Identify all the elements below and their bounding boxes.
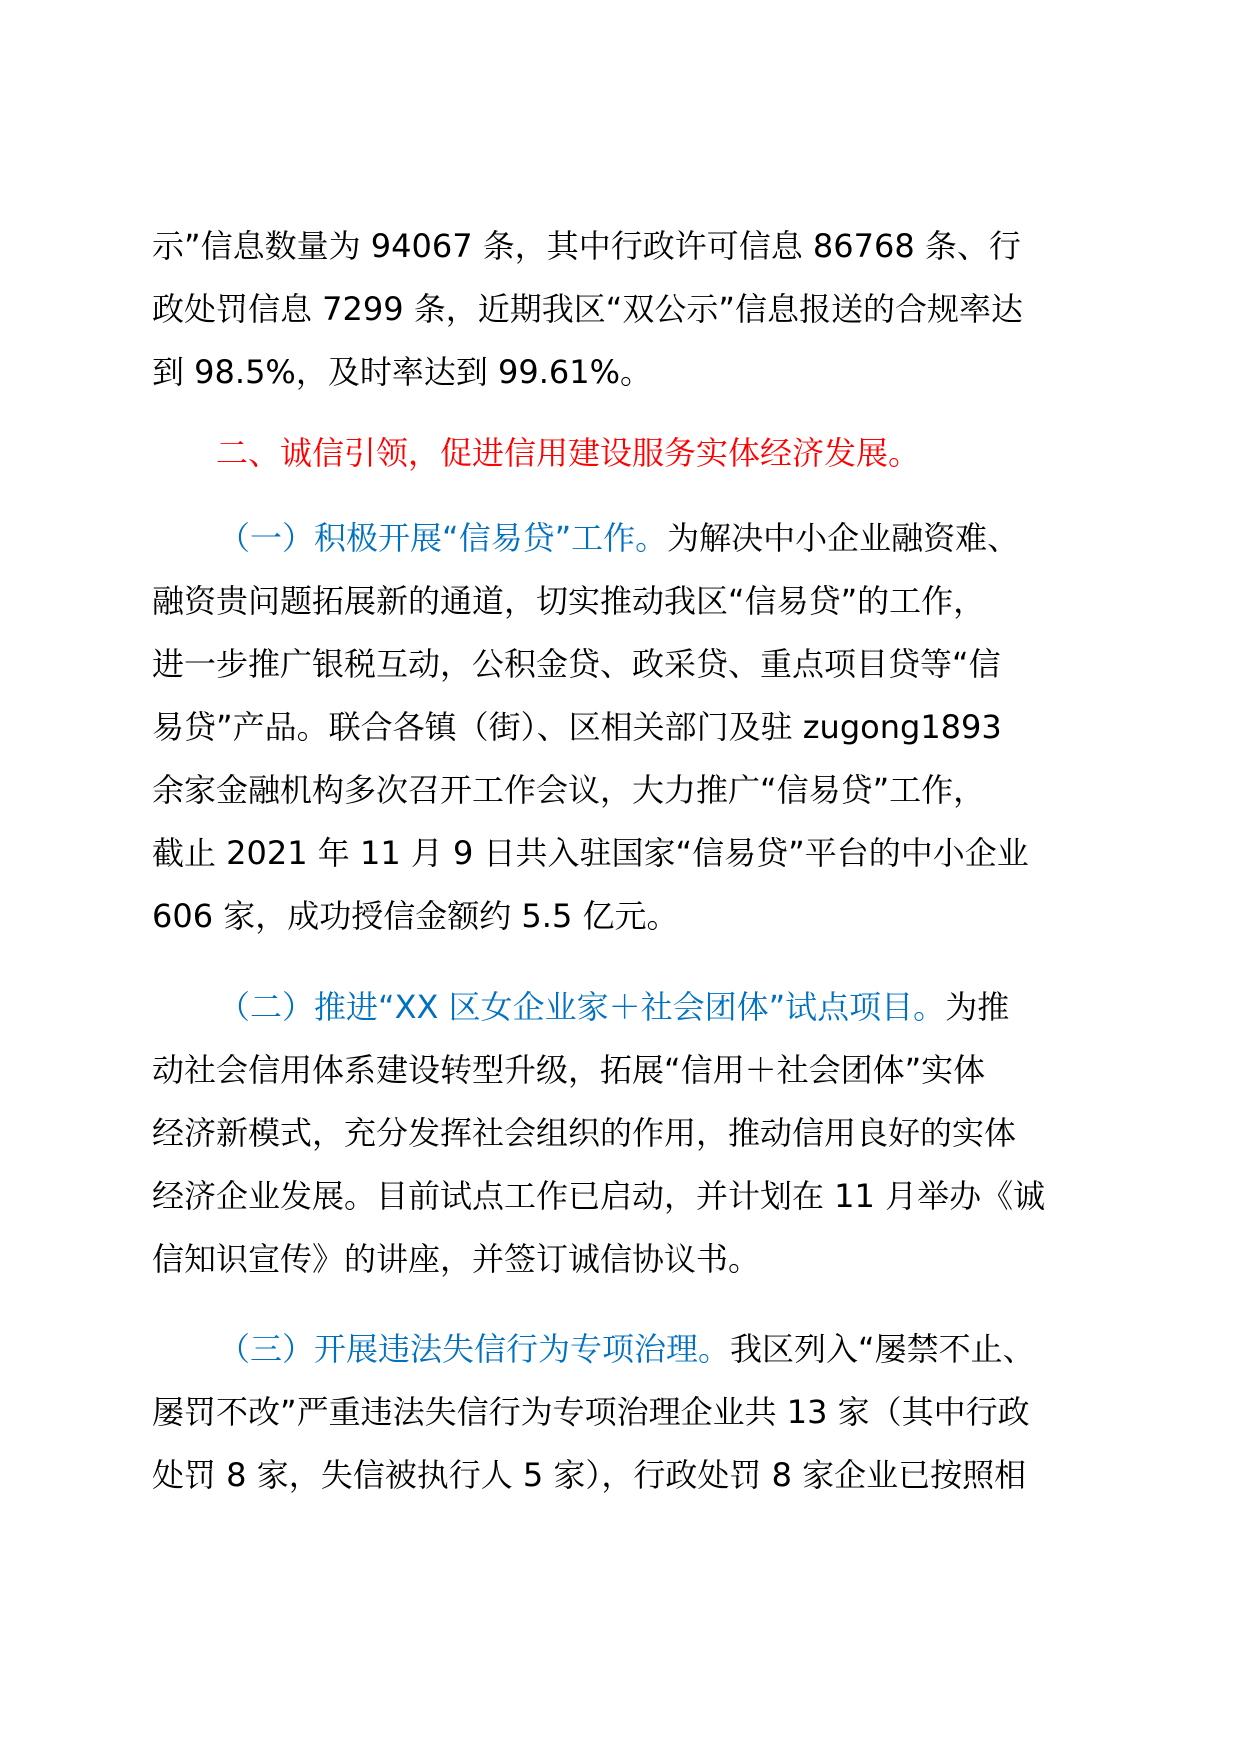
item2-first-rest: 为推 (945, 988, 1010, 1026)
item3-line-2: 屡罚不改”严重违法失信行为专项治理企业共 13 家（其中行政 (152, 1393, 1030, 1431)
item2-line-2: 动社会信用体系建设转型升级，拓展“信用＋社会团体”实体 (152, 1051, 986, 1089)
item2-first-line (218, 987, 1009, 1027)
item3-first-rest: 我区列入“屡禁不止、 (730, 1330, 1035, 1368)
item1-line-3: 进一步推广银税互动，公积金贷、政采贷、重点项目贷等“信 (152, 645, 1001, 683)
item1-first-line (218, 518, 1019, 558)
intro-line-3: 到 98.5%，及时率达到 99.61%。 (152, 353, 653, 391)
item2-line-4: 经济企业发展。目前试点工作已启动，并计划在 11 月举办《诚 (152, 1177, 1046, 1215)
document-page (152, 0, 1100, 1754)
item1-first-rest: 为解决中小企业融资难、 (667, 519, 1020, 557)
item2-line-3: 经济新模式，充分发挥社会组织的作用，推动信用良好的实体 (152, 1114, 1017, 1152)
item2-line-5: 信知识宣传》的讲座，并签订诚信协议书。 (152, 1240, 761, 1278)
intro-line-2: 政处罚信息 7299 条，近期我区“双公示”信息报送的合规率达 (152, 290, 1023, 328)
item2-title: （二）推进“XX 区女企业家＋社会团体”试点项目。 (218, 988, 946, 1026)
item3-first-line (218, 1329, 1035, 1369)
item3-line-3: 处罚 8 家，失信被执行人 5 家），行政处罚 8 家企业已按照相 (152, 1456, 1027, 1494)
item1-line-2: 融资贵问题拓展新的通道，切实推动我区“信易贷”的工作， (152, 582, 986, 620)
item1-line-7: 606 家，成功授信金额约 5.5 亿元。 (152, 897, 679, 935)
item1-line-6: 截止 2021 年 11 月 9 日共入驻国家“信易贷”平台的中小企业 (152, 834, 1029, 872)
item1-title: （一）积极开展“信易贷”工作。 (218, 519, 668, 557)
item1-line-5: 余家金融机构多次召开工作会议，大力推广“信易贷”工作， (152, 771, 986, 809)
item3-title: （三）开展违法失信行为专项治理。 (218, 1330, 731, 1368)
section-heading: 二、诚信引领，促进信用建设服务实体经济发展。 (216, 434, 921, 472)
intro-line-1: 示”信息数量为 94067 条，其中行政许可信息 86768 条、行 (152, 227, 1021, 265)
item1-line-4: 易贷”产品。联合各镇（街）、区相关部门及驻 zugong1893 (152, 708, 1002, 746)
